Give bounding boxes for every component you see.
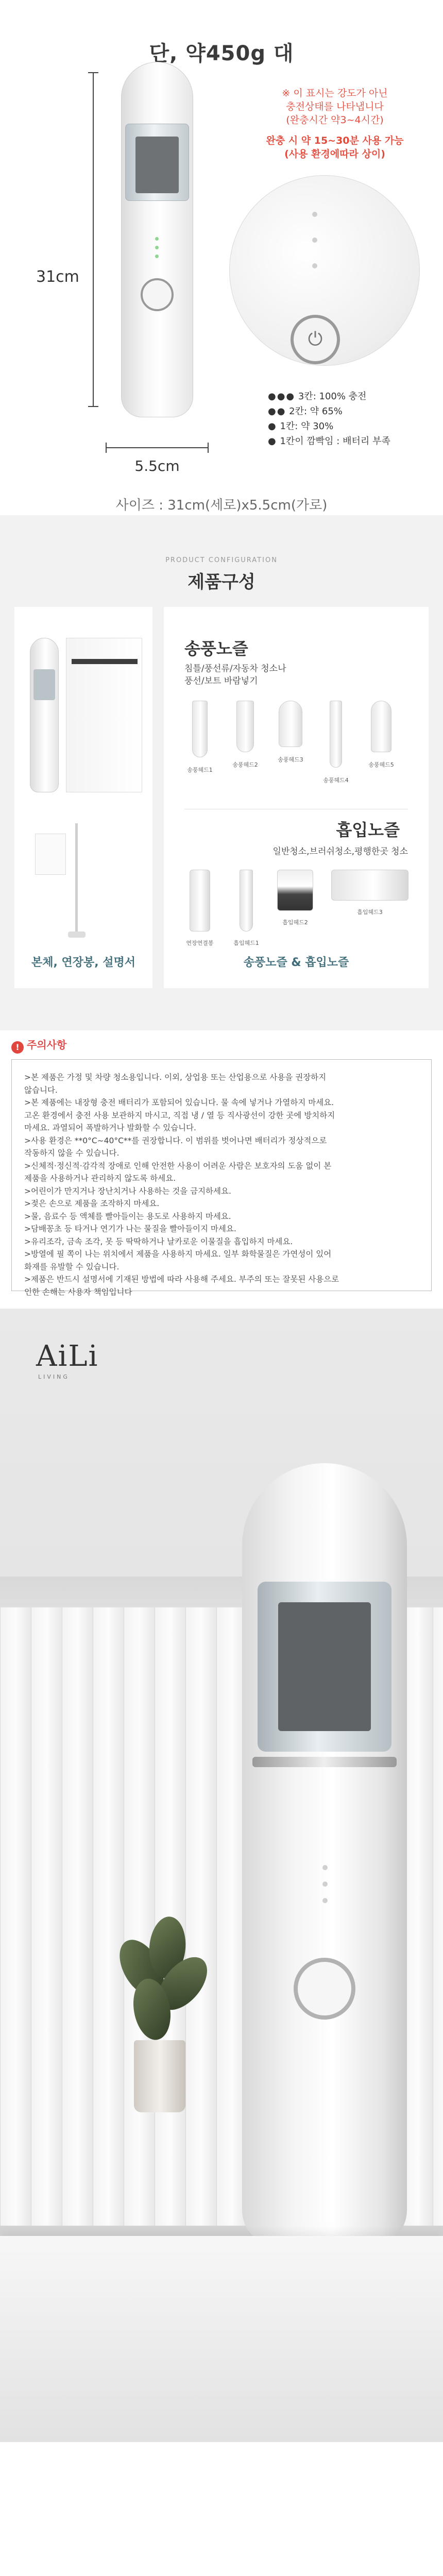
suction-nozzle-title: 흡입노즐 bbox=[336, 820, 400, 840]
components-section bbox=[0, 515, 443, 1030]
caution-line: 제품을 사용하거나 관리하지 않도록 하세요. bbox=[24, 1174, 176, 1183]
brand-logo: AiLi bbox=[36, 1340, 99, 1373]
nozzle-part: 송풍헤드1 bbox=[179, 701, 220, 774]
caution-line: 작동하지 않을 수 있습니다. bbox=[24, 1148, 120, 1158]
plant-image bbox=[118, 1917, 201, 2102]
caution-line: >젖은 손으로 제품을 조작하지 마세요. bbox=[24, 1199, 160, 1208]
note-line: 완충 시 약 15~30분 사용 가능 bbox=[266, 135, 404, 146]
size-caption: 사이즈 : 31cm(세로)x5.5cm(가로) bbox=[115, 498, 328, 513]
legend-row: ●● 2칸: 약 65% bbox=[268, 406, 343, 417]
package-box-image bbox=[66, 638, 142, 792]
caution-line: >본 제품은 가정 및 차량 청소용입니다. 이외, 상업용 또는 산업용으로 사용을 권장하지 bbox=[24, 1073, 327, 1082]
blow-nozzle-parts bbox=[164, 696, 429, 799]
manual-image bbox=[35, 834, 66, 875]
battery-indicator-zoom-image bbox=[229, 175, 420, 366]
nozzle-part: 흡입헤드1 bbox=[226, 870, 267, 947]
nozzle-part: 연장연결봉 bbox=[179, 870, 220, 947]
nozzle-part: 송풍헤드5 bbox=[361, 701, 402, 769]
nozzle-card bbox=[164, 607, 429, 988]
caution-line: >어린이가 만지거나 장난치거나 사용하는 것을 금지하세요. bbox=[24, 1186, 231, 1196]
blow-nozzle-title: 송풍노즐 bbox=[184, 639, 248, 658]
caution-line: >본 제품에는 내장형 충전 배터리가 포함되어 있습니다. 물 속에 넣거나 가열하지 마세요. bbox=[24, 1098, 334, 1107]
blow-nozzle-desc: 침틀/풍선류/자동차 청소나 풍선/보트 바람넣기 bbox=[184, 664, 286, 686]
brand-tagline: LIVING bbox=[38, 1374, 70, 1380]
vacuum-front-image bbox=[116, 62, 198, 417]
note-line: (사용 환경에따라 상이) bbox=[284, 148, 385, 160]
caution-line: >제품은 반드시 설명서에 기재된 방법에 따라 사용해 주세요. 부주의 또는 잘못된 사용으로 bbox=[24, 1275, 339, 1284]
caution-line: 마세요. 과열되어 폭발하거나 발화할 수 있습니다. bbox=[24, 1123, 196, 1132]
legend-row: ● 1칸: 약 30% bbox=[268, 421, 334, 432]
section-title: 제품구성 bbox=[188, 572, 255, 592]
spec-section bbox=[0, 2442, 443, 2576]
caution-line: >사용 환경은 **0°C~40°C**를 권장합니다. 이 범위를 벗어나면 배터리가 정상적으로 bbox=[24, 1136, 327, 1145]
note-line: 충전상태를 나타냅니다 bbox=[286, 101, 384, 112]
width-label: 5.5cm bbox=[134, 457, 180, 474]
weight-title: 단, 약450g 대 bbox=[149, 42, 294, 65]
power-button-icon bbox=[141, 278, 174, 311]
nozzle-part: 송풍헤드4 bbox=[315, 701, 356, 784]
lifestyle-photo bbox=[0, 1309, 443, 2442]
caution-line: >신체적·정신적·감각적 장애로 인해 안전한 사용이 어려운 사람은 보호자의 도움 없이 본 bbox=[24, 1161, 332, 1171]
battery-notes bbox=[247, 87, 422, 161]
caution-line: 고온 환경에서 충전 사용 보관하지 마시고, 직접 냉 / 열 등 직사광선이 강한 곳에 방치하지 bbox=[24, 1110, 335, 1120]
note-line: ※ 이 표시는 강도가 아닌 bbox=[282, 88, 388, 99]
section-subtitle: PRODUCT CONFIGURATION bbox=[165, 556, 278, 564]
note-line: (완충시간 약3~4시간) bbox=[286, 114, 384, 126]
card-caption: 본체, 연장봉, 설명서 bbox=[31, 956, 136, 969]
caution-list bbox=[11, 1059, 432, 1297]
width-dimension-line bbox=[106, 447, 209, 448]
vacuum-image bbox=[30, 638, 59, 792]
caution-line: >물, 음료수 등 액체를 빨아들이는 용도로 사용하지 마세요. bbox=[24, 1211, 231, 1221]
extension-pole-image bbox=[71, 823, 81, 947]
caution-line: 않습니다. bbox=[24, 1085, 58, 1095]
caution-line: 인한 손해는 사용자 책임입니다 bbox=[24, 1287, 132, 1297]
power-button-icon bbox=[291, 315, 340, 364]
legend-row: ●●● 3칸: 100% 충전 bbox=[268, 391, 367, 402]
nozzle-part: 흡입헤드3 bbox=[329, 870, 411, 916]
height-label: 31cm bbox=[36, 268, 79, 286]
caution-section bbox=[0, 1030, 443, 1309]
main-unit-card bbox=[14, 607, 152, 988]
height-dimension-line bbox=[93, 72, 94, 407]
suction-nozzle-parts bbox=[164, 865, 429, 957]
vacuum-photo bbox=[242, 1463, 407, 2246]
nozzle-part: 흡입헤드2 bbox=[272, 870, 318, 926]
warning-icon: ! bbox=[11, 1041, 24, 1054]
suction-nozzle-desc: 일반청소,브러쉬청소,평행한곳 청소 bbox=[272, 846, 408, 857]
legend-row: ● 1칸이 깜빡임 : 배터리 부족 bbox=[268, 436, 390, 447]
caution-line: >담배꽁초 등 타거나 연기가 나는 물질을 빨아들이지 마세요. bbox=[24, 1224, 236, 1233]
power-button-icon bbox=[294, 1958, 355, 2020]
nozzle-part: 송풍헤드2 bbox=[225, 701, 266, 769]
caution-line: >유리조각, 금속 조각, 못 등 딱딱하거나 날카로운 이물질을 흡입하지 마세요. bbox=[24, 1236, 293, 1246]
caution-line: >방열에 필 쪽이 나는 위치에서 제품을 사용하지 마세요. 일부 화학물질은 가연성이 있어 bbox=[24, 1249, 332, 1259]
nozzle-part: 송풍헤드3 bbox=[270, 701, 311, 764]
size-section bbox=[0, 0, 443, 515]
card-caption: 송풍노즐 & 흡입노즐 bbox=[243, 956, 349, 969]
battery-legend bbox=[268, 389, 390, 449]
caution-heading: ! 주의사항 bbox=[11, 1037, 66, 1054]
caution-line: 화재를 유발할 수 있습니다. bbox=[24, 1262, 120, 1272]
